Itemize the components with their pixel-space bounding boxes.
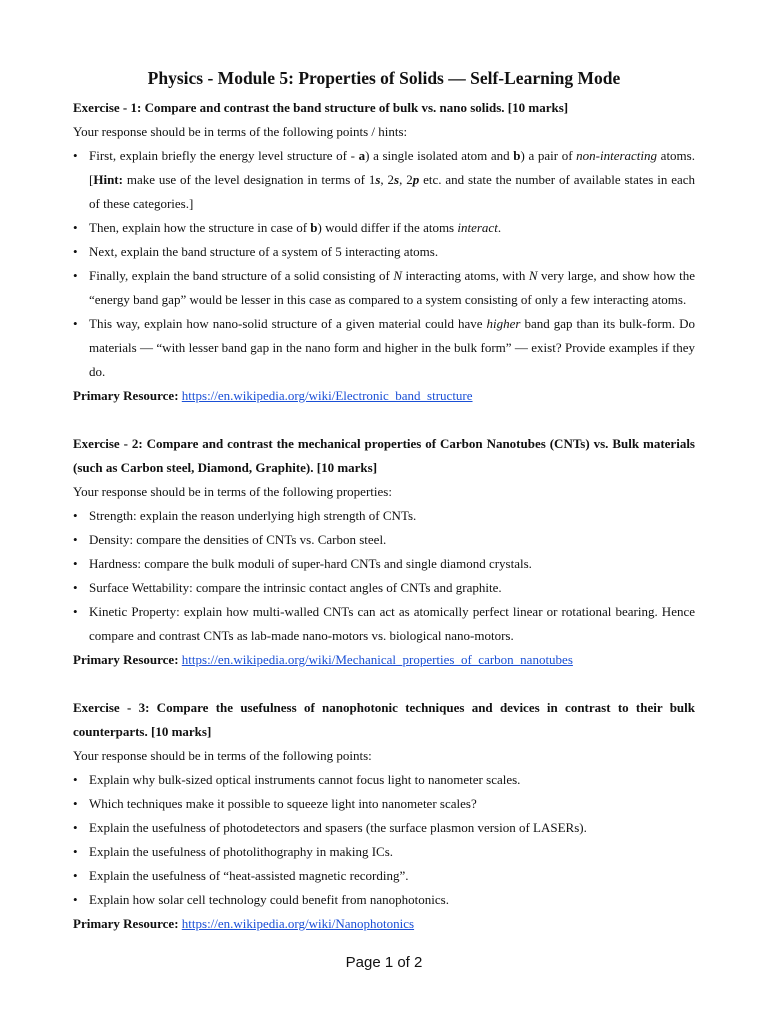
list-item: • Surface Wettability: compare the intrinsic contact angles of CNTs and graphite.: [73, 576, 695, 600]
resource-label: Primary Resource:: [73, 388, 179, 403]
resource-label: Primary Resource:: [73, 916, 179, 931]
list-item: • Which techniques make it possible to squeeze light into nanometer scales?: [73, 792, 695, 816]
bullet-icon: •: [73, 892, 78, 907]
list-item: • Strength: explain the reason underlying high strength of CNTs.: [73, 504, 695, 528]
resource-link[interactable]: https://en.wikipedia.org/wiki/Electronic_band_structure: [181, 388, 473, 403]
exercise-1-heading: Exercise - 1: Compare and contrast the band structure of bulk vs. nano solids. [10 marks]: [73, 100, 569, 115]
resource-label: Primary Resource:: [73, 652, 179, 667]
list-item: • Explain why bulk-sized optical instruments cannot focus light to nanometer scales.: [73, 768, 695, 792]
bullet-icon: •: [73, 316, 78, 331]
bullet-icon: •: [73, 772, 78, 787]
bullet-icon: •: [73, 796, 78, 811]
exercise-2-list: [73, 504, 695, 648]
list-item: • Explain the usefulness of photolithography in making ICs.: [73, 840, 695, 864]
bullet-icon: •: [73, 148, 78, 163]
bullet-icon: •: [73, 244, 78, 259]
exercise-3-heading: Exercise - 3: Compare the usefulness of nanophotonic techniques and devices in contrast to their bulk counterparts. [10 marks]: [73, 700, 695, 739]
bullet-icon: •: [73, 220, 78, 235]
list-item: • First, explain briefly the energy level structure of - a) a single isolated atom and b) a pair of non-interacting atoms. [Hint: make use of the level designation in terms of 1s, 2s, 2p etc. and state the number of available states in each of these categories.]: [73, 144, 695, 216]
bullet-icon: •: [73, 844, 78, 859]
exercise-1-intro: Your response should be in terms of the following points / hints:: [73, 124, 408, 139]
bullet-icon: •: [73, 532, 78, 547]
list-item: • Kinetic Property: explain how multi-walled CNTs can act as atomically perfect linear or rotational bearing. Hence compare and contrast CNTs as lab-made nano-motors vs. biological nano-motors.: [73, 600, 695, 648]
bullet-icon: •: [73, 508, 78, 523]
list-item: • Explain how solar cell technology could benefit from nanophotonics.: [73, 888, 695, 912]
list-item: • Finally, explain the band structure of a solid consisting of N interacting atoms, with N very large, and show how the “energy band gap” would be lesser in this case as compared to a system consisting of only a few interacting atoms.: [73, 264, 695, 312]
bullet-icon: •: [73, 556, 78, 571]
exercise-1-resource: [73, 384, 695, 408]
exercise-2-heading: Exercise - 2: Compare and contrast the mechanical properties of Carbon Nanotubes (CNTs) vs. Bulk materials (such as Carbon steel, Diamond, Graphite). [10 marks]: [73, 436, 695, 475]
resource-link[interactable]: https://en.wikipedia.org/wiki/Mechanical_properties_of_carbon_nanotubes: [181, 652, 573, 667]
list-item: • Next, explain the band structure of a system of 5 interacting atoms.: [73, 240, 695, 264]
bullet-icon: •: [73, 604, 78, 619]
spacer: [73, 408, 695, 432]
resource-link[interactable]: https://en.wikipedia.org/wiki/Nanophotonics: [181, 916, 415, 931]
exercise-2-resource: [73, 648, 695, 672]
spacer: [73, 672, 695, 696]
page-number: Page 1 of 2: [345, 954, 423, 971]
exercise-2-intro: Your response should be in terms of the following properties:: [73, 484, 392, 499]
list-item: • Explain the usefulness of photodetectors and spasers (the surface plasmon version of LASERs).: [73, 816, 695, 840]
list-item: • Explain the usefulness of “heat-assisted magnetic recording”.: [73, 864, 695, 888]
list-item: • This way, explain how nano-solid structure of a given material could have higher band gap than its bulk-form. Do materials — “with lesser band gap in the nano form and higher in the bulk form” — exist? Provide examples if they do.: [73, 312, 695, 384]
list-item: • Density: compare the densities of CNTs vs. Carbon steel.: [73, 528, 695, 552]
exercise-3-intro: Your response should be in terms of the following points:: [73, 748, 372, 763]
exercise-3-list: [73, 768, 695, 912]
exercise-1-list: [73, 144, 695, 384]
exercise-3-resource: [73, 912, 695, 936]
bullet-icon: •: [73, 868, 78, 883]
bullet-icon: •: [73, 820, 78, 835]
bullet-icon: •: [73, 580, 78, 595]
list-item: • Then, explain how the structure in case of b) would differ if the atoms interact.: [73, 216, 695, 240]
page-title: Physics - Module 5: Properties of Solids — Self-Learning Mode: [147, 68, 621, 88]
list-item: • Hardness: compare the bulk moduli of super-hard CNTs and single diamond crystals.: [73, 552, 695, 576]
bullet-icon: •: [73, 268, 78, 283]
document-body: [73, 96, 695, 936]
